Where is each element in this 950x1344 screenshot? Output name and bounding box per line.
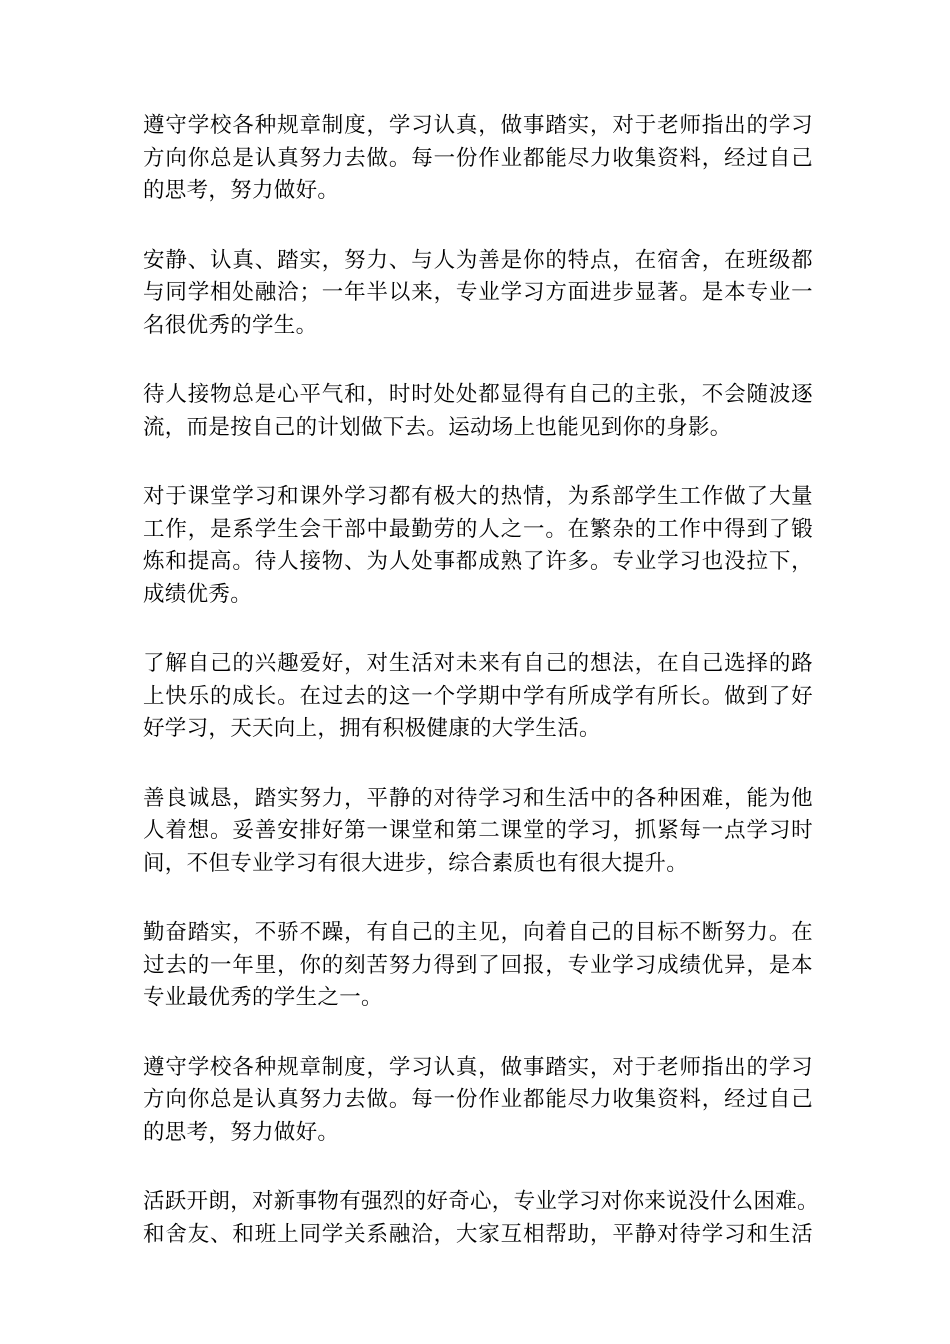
paragraph-line: 流，而是按自己的计划做下去。运动场上也能见到你的身影。 <box>143 414 732 440</box>
paragraph-line: 安静、认真、踏实，努力、与人为善是你的特点，在宿舍，在班级都 <box>143 247 813 273</box>
paragraph-line: 方向你总是认真努力去做。每一份作业都能尽力收集资料，经过自己 <box>143 1087 813 1112</box>
document-body <box>143 110 819 1288</box>
paragraph-6 <box>143 783 813 881</box>
paragraph-line: 了解自己的兴趣爱好，对生活对未来有自己的想法，在自己选择的路 <box>143 651 813 676</box>
paragraph-line: 专业最优秀的学生之一。 <box>143 985 383 1010</box>
paragraph-line: 的思考，努力做好。 <box>143 178 340 203</box>
paragraph-line: 活跃开朗，对新事物有强烈的好奇心，专业学习对你来说没什么困难。 <box>143 1189 819 1214</box>
paragraph-7 <box>143 917 813 1015</box>
paragraph-line: 工作，是系学生会干部中最勤劳的人之一。在繁杂的工作中得到了锻 <box>143 516 813 542</box>
paragraph-line: 名很优秀的学生。 <box>143 312 318 338</box>
paragraph-line: 遵守学校各种规章制度，学习认真，做事踏实，对于老师指出的学习 <box>143 113 813 138</box>
paragraph-line: 善良诚恳，踏实努力，平静的对待学习和生活中的各种困难，能为他 <box>143 785 813 811</box>
paragraph-line: 过去的一年里，你的刻苦努力得到了回报，专业学习成绩优异，是本 <box>143 952 813 978</box>
paragraph-2 <box>143 245 813 343</box>
paragraph-4 <box>143 481 813 611</box>
paragraph-line: 人着想。妥善安排好第一课堂和第二课堂的学习，抓紧每一点学习时 <box>143 818 813 843</box>
paragraph-line: 间，不但专业学习有很大进步，综合素质也有很大提升。 <box>143 850 689 876</box>
paragraph-line: 对于课堂学习和课外学习都有极大的热情，为系部学生工作做了大量 <box>143 484 813 509</box>
paragraph-line: 遵守学校各种规章制度，学习认真，做事踏实，对于老师指出的学习 <box>143 1054 813 1080</box>
paragraph-line: 的思考，努力做好。 <box>143 1119 340 1145</box>
paragraph-5 <box>143 648 813 746</box>
paragraph-line: 成绩优秀。 <box>143 581 253 607</box>
paragraph-line: 上快乐的成长。在过去的这一个学期中学有所成学有所长。做到了好 <box>143 683 813 709</box>
paragraph-3 <box>143 379 813 444</box>
paragraph-8 <box>143 1052 813 1150</box>
paragraph-line: 和舍友、和班上同学关系融洽，大家互相帮助，平静对待学习和生活 <box>143 1221 813 1247</box>
paragraph-line: 勤奋踏实，不骄不躁，有自己的主见，向着自己的目标不断努力。在 <box>143 920 813 945</box>
paragraph-line: 炼和提高。待人接物、为人处事都成熟了许多。专业学习也没拉下， <box>143 549 813 574</box>
paragraph-line: 方向你总是认真努力去做。每一份作业都能尽力收集资料，经过自己 <box>143 145 813 171</box>
paragraph-line: 与同学相处融洽；一年半以来，专业学习方面进步显著。是本专业一 <box>143 280 813 305</box>
paragraph-line: 待人接物总是心平气和，时时处处都显得有自己的主张，不会随波逐 <box>143 382 813 407</box>
paragraph-line: 好学习，天天向上，拥有积极健康的大学生活。 <box>143 716 601 741</box>
paragraph-9 <box>143 1186 819 1251</box>
paragraph-1 <box>143 110 813 208</box>
